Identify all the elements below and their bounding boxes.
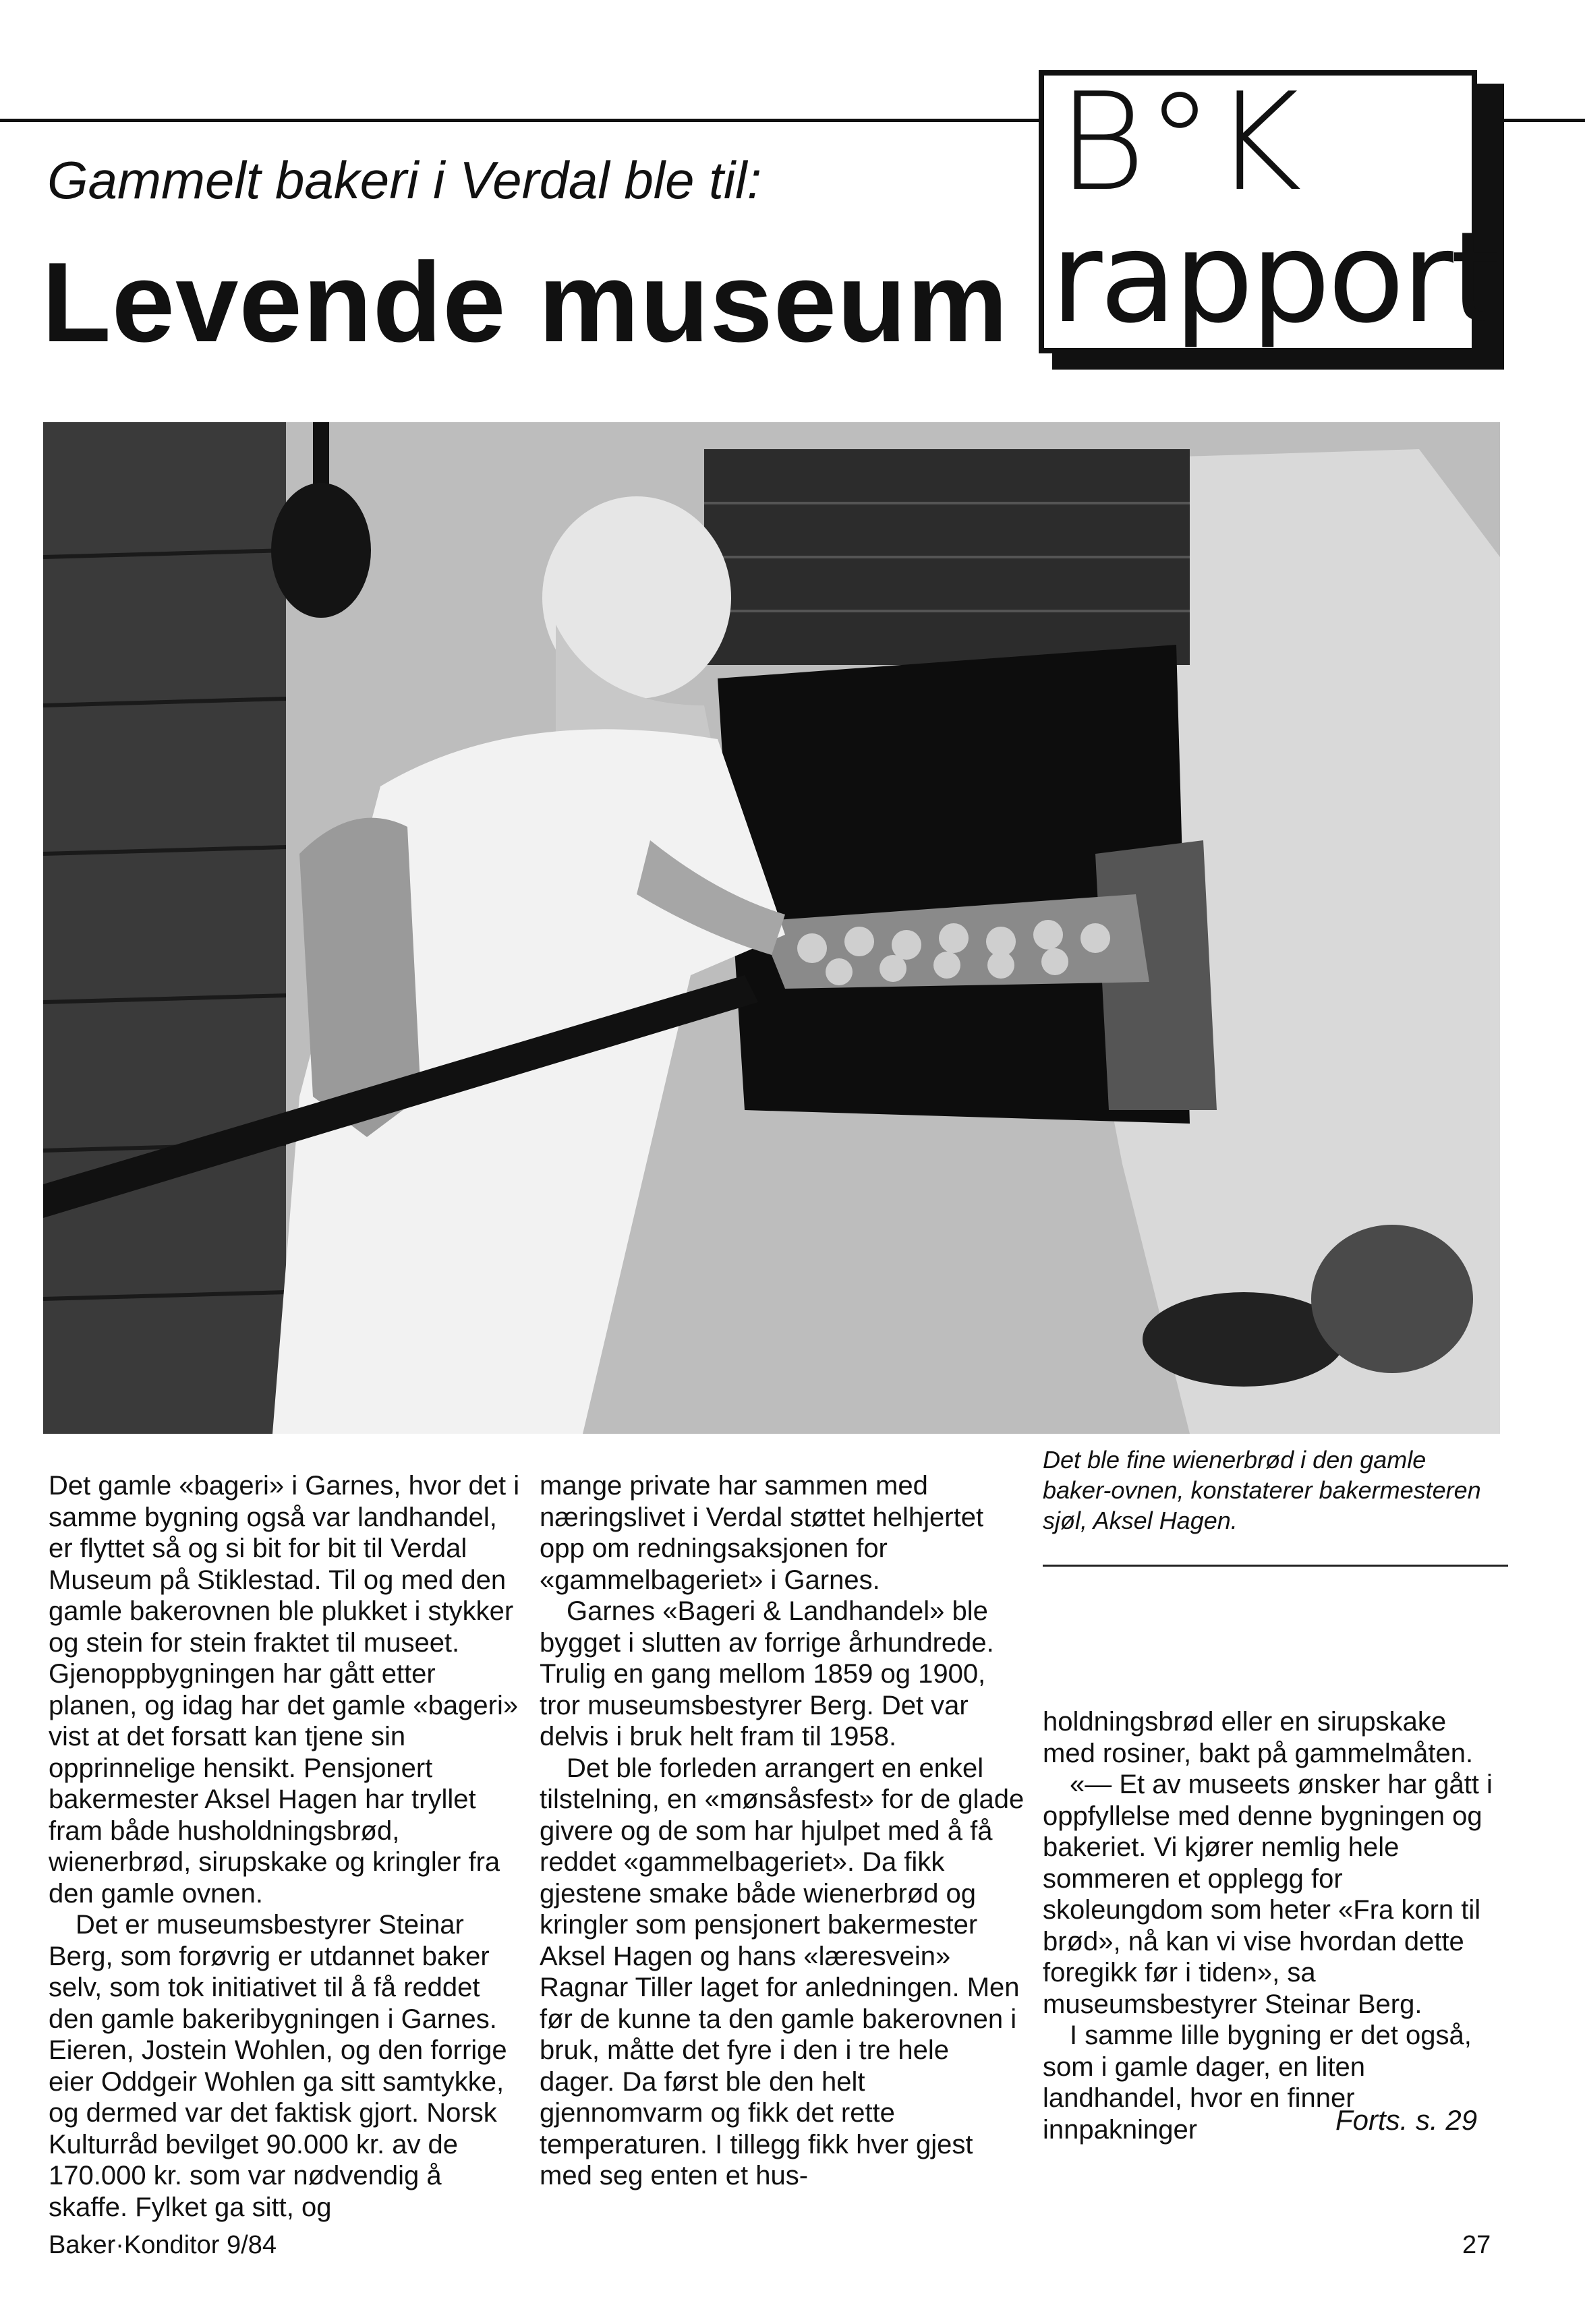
- logo-rapport: rapport: [1051, 204, 1497, 351]
- paragraph: holdningsbrød eller en sirupskake med rosiner, bakt på gammelmåten.: [1043, 1707, 1474, 1768]
- logo-bk: B°K: [1058, 64, 1302, 221]
- paragraph: I samme lille bygning er det også, som i gamle dager, en liten landhandel, hvor en finner innpakninger: [1043, 2021, 1472, 2145]
- article-column-3: [1043, 1706, 1501, 2145]
- paragraph: Det gamle «bageri» i Garnes, hvor det i samme bygning også var landhandel, er flyttet så og si bit for bit til Verdal Museum på Stiklestad. Til og med den gamle bakerovnen ble plukket i stykker og stein for stein fraktet til museet. Gjenoppbygningen har gått etter planen, og idag har det gamle «bageri» vist at det forsatt kan tjene sin opprinnelige hensikt. Pensjonert bakermester Aksel Hagen har tryllet fram både husholdningsbrød, wienerbrød, sirupskake og kringler fra den gamle ovnen.: [49, 1471, 520, 1909]
- paragraph: «— Et av museets ønsker har gått i oppfyllelse med denne bygningen og bakeriet. Vi kjører nemlig hele sommeren et opplegg for skoleungdom som heter «Fra korn til brød», nå kan vi vise hvordan dette foregikk før i tiden», sa museumsbestyrer Steinar Berg.: [1043, 1770, 1493, 2019]
- headline: Levende museum: [42, 239, 1009, 366]
- paragraph: Det ble forleden arrangert en enkel tilstelning, en «mønsåsfest» for de glade givere og de som har hjulpet med å få reddet «gammelbageriet». Da fikk gjestene smake både wienerbrød og kringler som pensjonert bakermester Aksel Hagen og hans «læresvein» Ragnar Tiller laget for anledningen. Men før de kunne ta den gamle bakerovnen i bruk, måtte det fyre i den i tre hele dager. Da først ble den helt gjennomvarm og fikk det rette temperaturen. I tillegg fikk hver gjest med seg enten et hus-: [540, 1753, 1025, 2190]
- bk-rapport-logo: [1039, 64, 1497, 353]
- baker-photo: [43, 422, 1500, 1434]
- paragraph: Garnes «Bageri & Landhandel» ble bygget i slutten av forrige århundrede. Trulig en gang mellom 1859 og 1900, tror museumsbestyrer Berg. Det var delvis i bruk helt fram til 1958.: [540, 1596, 994, 1751]
- photo-caption: Det ble fine wienerbrød i den gamle baker-ovnen, konstaterer bakermesteren sjøl, Aksel Hagen.: [1043, 1446, 1481, 1534]
- kicker: Gammelt bakeri i Verdal ble til:: [47, 150, 762, 210]
- article-column-1: [49, 1470, 521, 2223]
- publication-footer: Baker·Konditor 9/84: [49, 2231, 277, 2259]
- caption-rule: [1043, 1565, 1508, 1567]
- continued-note: Forts. s. 29: [1335, 2104, 1478, 2136]
- paragraph: mange private har sammen med næringslivet i Verdal støttet helhjertet opp om redningsaksjonen for «gammelbageriet» i Garnes.: [540, 1471, 984, 1595]
- paragraph: Det er museumsbestyrer Steinar Berg, som forøvrig er utdannet baker selv, som tok initiativet til å få reddet den gamle bakeribygningen i Garnes. Eieren, Jostein Wohlen, og den forrige eier Oddgeir Wohlen ga sitt samtykke, og dermed var det faktisk gjort. Norsk Kulturråd bevilget 90.000 kr. av de 170.000 kr. som var nødvendig å skaffe. Fylket ga sitt, og: [49, 1910, 507, 2222]
- article-column-2: [540, 1470, 1025, 2192]
- page-number: 27: [1462, 2231, 1491, 2259]
- baker-photo-illustration: [43, 422, 1500, 1434]
